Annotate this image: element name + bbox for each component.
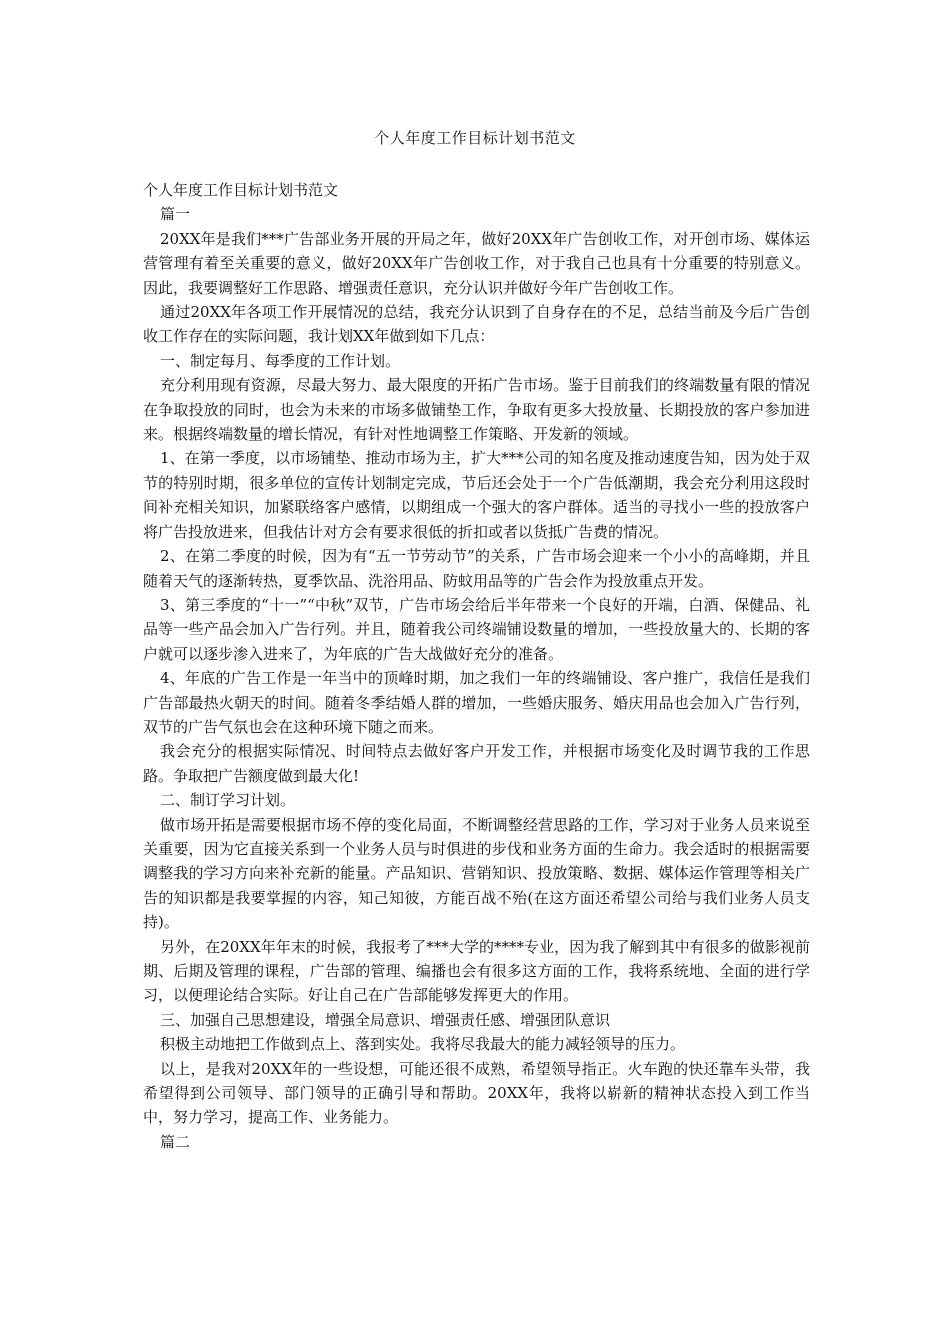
paragraph: 以上，是我对20XX年的一些设想，可能还很不成熟，希望领导指正。火车跑的快还靠车头带，我希望得到公司领导、部门领导的正确引导和帮助。20XX年，我将以崭新的精神状态投入到工作当中，努力学习，提高工作、业务能力。 bbox=[143, 1059, 810, 1127]
paragraph: 3、第三季度的“十一”“中秋”双节，广告市场会给后半年带来一个良好的开端，白酒、保健品、礼品等一些产品会加入广告行列。并且，随着我公司终端铺设数量的增加，一些投放量大的、长期的客户就可以逐步渗入进来了，为年底的广告大战做好充分的准备。 bbox=[143, 595, 810, 663]
paragraph: 4、年底的广告工作是一年当中的顶峰时期，加之我们一年的终端铺设、客户推广，我信任是我们广告部最热火朝天的时间。随着冬季结婚人群的增加，一些婚庆服务、婚庆用品也会加入广告行列，双节的广告气氛也会在这种环境下随之而来。 bbox=[143, 669, 810, 736]
paragraph: 做市场开拓是需要根据市场不停的变化局面，不断调整经营思路的工作，学习对于业务人员来说至关重要，因为它直接关系到一个业务人员与时俱进的步伐和业务方面的生命力。我会适时的根据需要调整我的学习方向来补充新的能量。产品知识、营销知识、投放策略、数据、媒体运作管理等相关广告的知识都是我要掌握的内容，知己知彼，方能百战不殆(在这方面还希望公司给与我们业务人员支持)。 bbox=[143, 815, 810, 932]
paragraph: 积极主动地把工作做到点上、落到实处。我将尽我最大的能力减轻领导的压力。 bbox=[160, 1035, 686, 1054]
paragraph: 1、在第一季度，以市场铺垫、推动市场为主，扩大***公司的知名度及推动速度告知，因为处于双节的特别时期，很多单位的宣传计划制定完成，节后还会处于一个广告低潮期，我会充分利用这段时间补充相关知识，加紧联络客户感情，以期组成一个强大的客户群体。适当的寻找小一些的投放客户将广告投放进来，但我估计对方会有要求很低的折扣或者以货抵广告费的情况。 bbox=[143, 449, 810, 541]
paragraph: 2、在第二季度的时候，因为有“五一节劳动节”的关系，广告市场会迎来一个小小的高峰期，并且随着天气的逐渐转热，夏季饮品、洗浴用品、防蚊用品等的广告会作为投放重点开发。 bbox=[143, 547, 810, 590]
paragraph: 通过20XX年各项工作开展情况的总结，我充分认识到了自身存在的不足，总结当前及今后广告创收工作存在的实际问题，我计划XX年做到如下几点： bbox=[143, 303, 810, 346]
paragraph: 20XX年是我们***广告部业务开展的开局之年，做好20XX年广告创收工作，对开创市场、媒体运营管理有着至关重要的意义，做好20XX年广告创收工作，对于我自己也具有十分重要的特别意义。因此，我要调整好工作思路、增强责任意识，充分认识并做好今年广告创收工作。 bbox=[143, 229, 810, 297]
section-heading: 一、制定每月、每季度的工作计划。 bbox=[160, 351, 401, 370]
document-body bbox=[143, 178, 810, 1154]
paragraph: 我会充分的根据实际情况、时间特点去做好客户开发工作，并根据市场变化及时调节我的工作思路。争取把广告额度做到最大化! bbox=[143, 742, 810, 785]
paragraph: 充分利用现有资源，尽最大努力、最大限度的开拓广告市场。鉴于目前我们的终端数量有限的情况在争取投放的同时，也会为未来的市场多做铺垫工作，争取有更多大投放量、长期投放的客户参加进来。根据终端数量的增长情况，有针对性地调整工作策略、开发新的领域。 bbox=[143, 376, 810, 444]
section-label-part-two: 篇二 bbox=[160, 1132, 191, 1151]
section-heading: 三、加强自己思想建设，增强全局意识、增强责任感、增强团队意识 bbox=[160, 1010, 611, 1029]
paragraph: 另外，在20XX年年末的时候，我报考了***大学的****专业，因为我了解到其中有很多的做影视前期、后期及管理的课程，广告部的管理、编播也会有很多这方面的工作，我将系统地、全面的进行学习，以便理论结合实际。好让自己在广告部能够发挥更大的作用。 bbox=[143, 937, 810, 1005]
section-label-part-one: 篇一 bbox=[160, 205, 191, 224]
document-title: 个人年度工作目标计划书范文 bbox=[374, 129, 576, 147]
body-heading: 个人年度工作目标计划书范文 bbox=[143, 181, 339, 199]
section-heading: 二、制订学习计划。 bbox=[160, 791, 296, 810]
